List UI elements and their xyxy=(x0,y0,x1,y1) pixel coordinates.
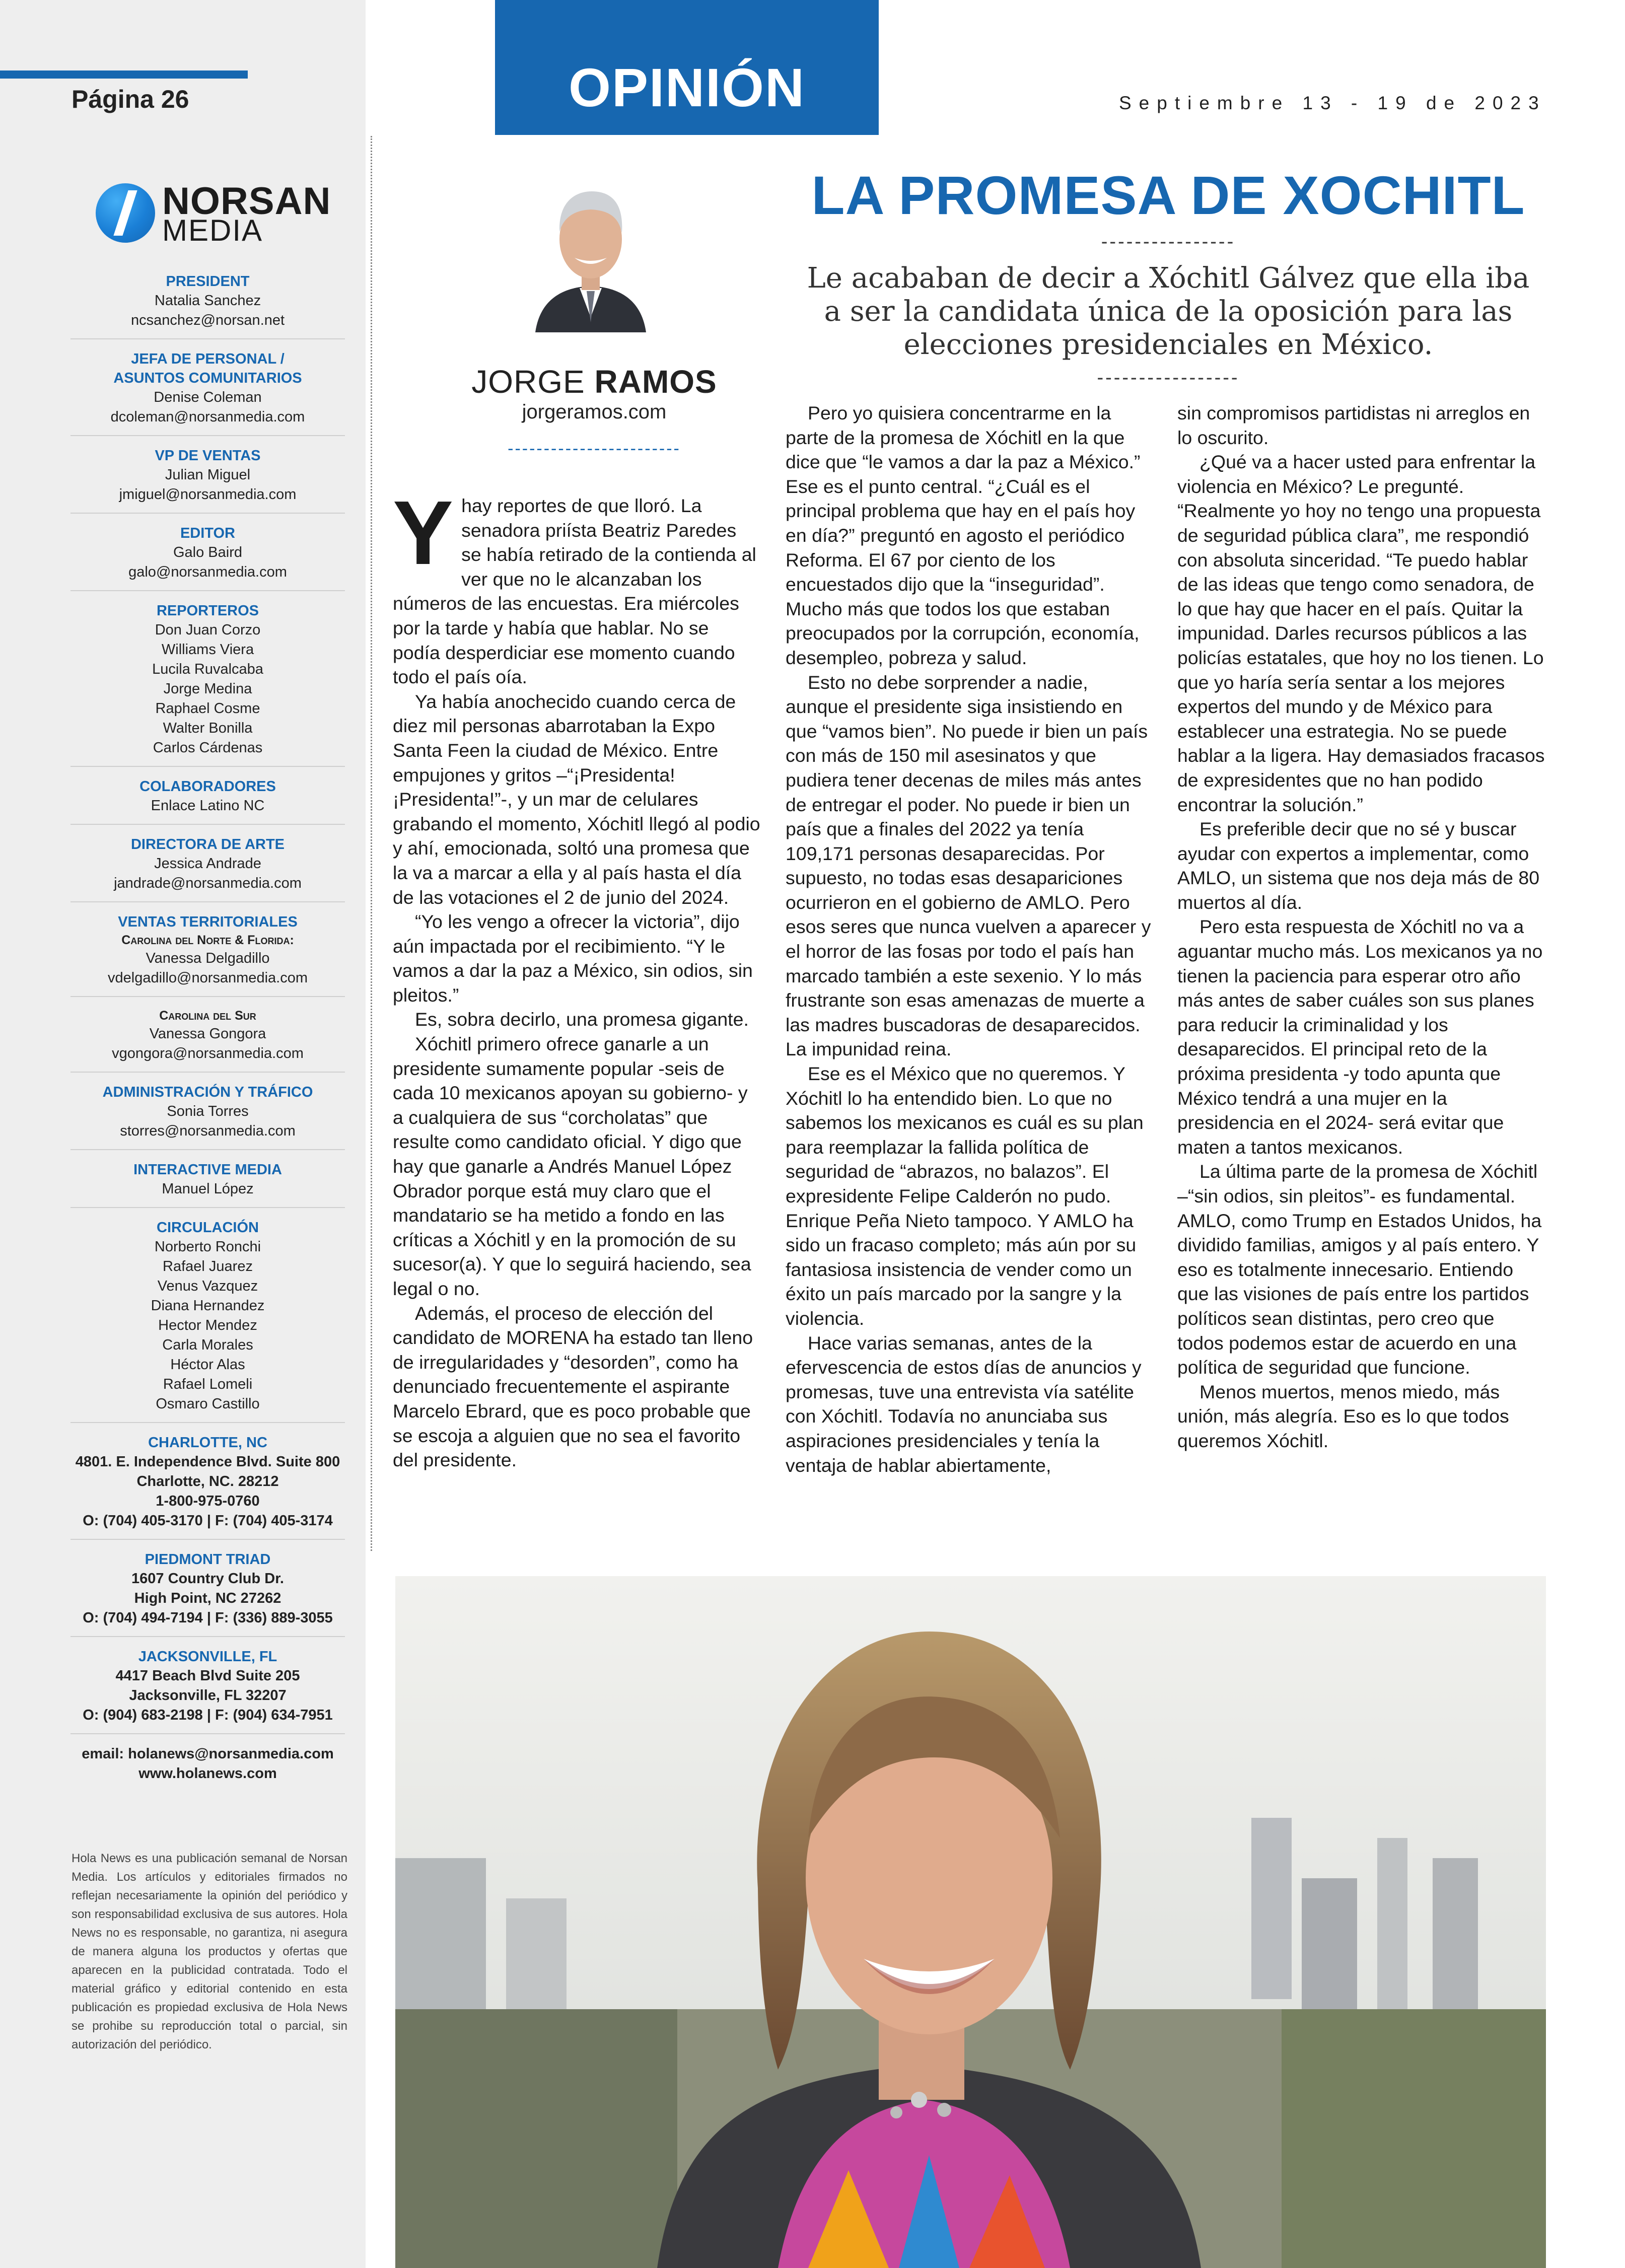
staff-title: JEFA DE PERSONAL / xyxy=(131,351,285,367)
issue-date: Septiembre 13 - 19 de 2023 xyxy=(1119,93,1546,113)
staff-entry: Norberto Ronchi xyxy=(154,1239,261,1255)
headline-divider-top: ---------------- xyxy=(1101,231,1236,252)
staff-subtitle: Carolina del Norte & Florida: xyxy=(121,933,294,947)
staff-entry: 4801. E. Independence Blvd. Suite 800 xyxy=(75,1454,340,1470)
staff-entry: ncsanchez@norsan.net xyxy=(130,312,285,328)
staff-entry: dcoleman@norsanmedia.com xyxy=(110,409,305,425)
article-paragraph: Xóchitl primero ofrece ganarle a un presidente sumamente popular -seis de cada 10 mexicanos apoyan su gobierno- y a cualquiera de sus “corcholatas” que resulte como candidato oficial. Y digo que hay que ganarle a Andrés Manuel López Obrador porque está muy claro que el mandatario se ha metido a fondo en las críticas a Xóchitl y en la promoción de su sucesor(a). Y que lo seguirá haciendo, sea legal o no. xyxy=(393,1033,751,1299)
staff-block xyxy=(70,591,345,767)
staff-entry: Raphael Cosme xyxy=(155,700,260,717)
staff-entry: Rafael Juarez xyxy=(163,1258,253,1274)
staff-block xyxy=(70,767,345,825)
staff-block xyxy=(70,262,345,339)
staff-title: CHARLOTTE, NC xyxy=(148,1435,267,1451)
author-first-name: JORGE xyxy=(471,364,585,400)
staff-entry: Williams Viera xyxy=(161,642,254,658)
drop-cap: Y xyxy=(393,482,454,584)
staff-block xyxy=(70,902,345,997)
norsan-logo-icon xyxy=(96,183,155,243)
staff-entry: Carla Morales xyxy=(162,1337,253,1353)
staff-title: JACKSONVILLE, FL xyxy=(138,1649,277,1665)
staff-title: INTERACTIVE MEDIA xyxy=(133,1162,282,1178)
article-paragraph: Pero yo quisiera concentrarme en la parte de la promesa de Xóchitl en la que dice que “le vamos a dar la paz a México.” Ese es el punto central. “¿Cuál es el principal problema que hay en el país hoy en día?” preguntó en agosto el periódico Reforma. El 67 por ciento de los encuestados dijo que la “inseguridad”. Mucho más que todos los que estaban preocupados por la corrupción, economía, desempleo, pobreza y salud. xyxy=(786,402,1141,668)
article-column-3 xyxy=(1177,401,1545,1453)
staff-title: COLABORADORES xyxy=(139,778,276,795)
staff-entry: Denise Coleman xyxy=(154,389,262,405)
staff-entry: email: holanews@norsanmedia.com xyxy=(82,1746,334,1762)
staff-entry: Jessica Andrade xyxy=(154,856,261,872)
staff-directory xyxy=(70,262,345,1784)
logo-word-norsan: NORSAN xyxy=(162,180,331,223)
staff-entry: Hector Mendez xyxy=(158,1317,257,1333)
author-divider: ------------------------ xyxy=(508,439,681,458)
staff-block xyxy=(70,339,345,436)
author-website: jorgeramos.com xyxy=(522,401,667,423)
staff-entry: Don Juan Corzo xyxy=(155,622,261,638)
staff-entry: Diana Hernandez xyxy=(151,1298,265,1314)
author-portrait xyxy=(525,171,656,332)
staff-entry: Vanessa Delgadillo xyxy=(146,950,270,966)
article-column-1 xyxy=(393,482,760,1472)
staff-entry: O: (704) 405-3170 | F: (704) 405-3174 xyxy=(83,1513,333,1529)
staff-entry: High Point, NC 27262 xyxy=(134,1590,281,1606)
staff-entry: Manuel López xyxy=(162,1181,254,1197)
staff-entry: Carlos Cárdenas xyxy=(153,740,263,756)
staff-entry: Vanessa Gongora xyxy=(149,1026,266,1042)
article-paragraph: “Yo les vengo a ofrecer la victoria”, dijo aún impactada por el recibimiento. “Y le vamos a dar la paz a México, sin odios, sin pleitos.” xyxy=(393,911,753,1006)
article-column-2 xyxy=(786,401,1153,1477)
author-name xyxy=(393,364,796,400)
article-deck: Le acababan de decir a Xóchitl Gálvez que ella iba a ser la candidata única de la oposición para las elecciones presidenciales en México. xyxy=(807,262,1530,361)
staff-entry: Sonia Torres xyxy=(167,1103,249,1119)
article-paragraph: Esto no debe sorprender a nadie, aunque el presidente siga insistiendo en que “vamos bien”. No puede ir bien un país con más de 150 mil asesinatos y que pudiera tener decenas de miles más antes de entregar el poder. No puede ir bien un país que a finales del 2022 ya tenía 109,171 personas desaparecidas. Por supuesto, no todas esas desapariciones ocurrieron en el gobierno de AMLO. Pero esos seres que nunca vuelven a aparecer y el horror de las fosas por todo el país han marcado también a este sexenio. Y lo más frustrante son esas amenazas de muerte a las madres buscadoras de desaparecidos. La impunidad reina. xyxy=(786,671,1151,1060)
staff-block xyxy=(70,1150,345,1208)
staff-block xyxy=(70,1073,345,1150)
staff-block xyxy=(70,1208,345,1423)
staff-entry: galo@norsanmedia.com xyxy=(128,564,287,580)
paragraph-text: hay reportes de que lloró. La senadora priísta Beatriz Paredes se había retirado de la contienda al ver que no le alcanzaban los números de las encuestas. Era miércoles por la tarde y había que hablar. No se podía desperdiciar ese momento cuando todo el país oía. xyxy=(393,495,756,688)
staff-entry: Rafael Lomeli xyxy=(163,1376,253,1392)
staff-entry: Jacksonville, FL 32207 xyxy=(129,1687,287,1704)
staff-block xyxy=(70,825,345,902)
staff-entry: Galo Baird xyxy=(173,544,242,560)
staff-title: ASUNTOS COMUNITARIOS xyxy=(113,370,302,386)
staff-subtitle: Carolina del Sur xyxy=(159,1009,256,1023)
publication-disclaimer: Hola News es una publicación semanal de Norsan Media. Los artículos y editoriales firmados no reflejan necesariamente la opinión del periódico y son responsabilidad exclusiva de sus autores. Hola News no es responsable, no garantiza, ni asegura de manera alguna los productos y ofertas que aparecen en la publicidad contratada. Todo el material gráfico y editorial contenido en esta publicación es propiedad exclusiva de Hola News se prohibe su reproducción total o parcial, sin autorización del periódico. xyxy=(72,1852,347,2051)
staff-title: REPORTEROS xyxy=(156,603,259,619)
article-paragraph: Pero esta respuesta de Xóchitl no va a aguantar mucho más. Los mexicanos ya no tienen la paciencia para esperar otro año más antes de saber cuáles son sus planes para reducir la criminalidad y los desaparecidos. El principal reto de la próxima presidenta -y todo apunta que México tendrá a una mujer en la presidencia en el 2024- será evitar que maten a tantos mexicanos. xyxy=(1177,916,1543,1158)
staff-entry: Julian Miguel xyxy=(165,467,251,483)
staff-entry: Charlotte, NC. 28212 xyxy=(136,1473,279,1490)
staff-entry: storres@norsanmedia.com xyxy=(120,1123,296,1139)
main-article-photo xyxy=(395,1576,1546,2268)
article-paragraph: ¿Qué va a hacer usted para enfrentar la violencia en México? Le pregunté. “Realmente yo hoy no tengo una propuesta de seguridad pública clara”, me respondió con absoluta sinceridad. “Te puedo hablar de las ideas que tengo como senadora, de lo que hay que hacer en el país. Quitar la impunidad. Darles recursos públicos a las policías estatales, que hoy no los tienen. Lo que yo haría sería sentar a los mejores expertos del mundo y de México para establecer una estrategia. No se puede hablar a la ligera. Hay demasiados fracasos de expresidentes que no han podido encontrar la solución.” xyxy=(1177,451,1545,815)
staff-title: EDITOR xyxy=(180,525,236,541)
article-paragraph: Ya había anochecido cuando cerca de diez mil personas abarrotaban la Expo Santa Feen la ciudad de México. Entre empujones y gritos –“¡Presidenta! ¡Presidenta!”-, y un mar de celulares grabando el momento, Xóchitl llegó al podio y ahí, emocionada, soltó una promesa que la va a marcar a ella y al país hasta el día de las votaciones el 2 de junio del 2024. xyxy=(393,690,760,908)
staff-entry: 1-800-975-0760 xyxy=(156,1493,260,1509)
page-number: Página 26 xyxy=(72,85,189,113)
staff-block xyxy=(70,436,345,514)
staff-entry: jmiguel@norsanmedia.com xyxy=(119,486,297,503)
staff-entry: Natalia Sanchez xyxy=(154,293,261,309)
author-last-name: RAMOS xyxy=(594,364,717,400)
staff-title: PRESIDENT xyxy=(166,273,250,290)
norsan-media-logo xyxy=(96,182,332,245)
article-paragraph: Es, sobra decirlo, una promesa gigante. xyxy=(415,1009,749,1030)
article-paragraph: Hace varias semanas, antes de la efervescencia de estos días de anuncios y promesas, tuve una entrevista vía satélite con Xóchitl. Todavía no anunciaba sus aspiraciones presidenciales y tenía la ventaja de hablar abiertamente, xyxy=(786,1332,1142,1476)
column-divider xyxy=(371,136,372,1551)
staff-title: ADMINISTRACIÓN Y TRÁFICO xyxy=(102,1084,313,1100)
article-paragraph: Además, el proceso de elección del candidato de MORENA ha estado tan lleno de irregularidades y “desorden”, como ha denunciado frecuentemente el aspirante Marcelo Ebrard, que es poco probable que se escoja a alguien que no sea el favorito del presidente. xyxy=(393,1302,753,1471)
section-header-tab xyxy=(495,0,879,135)
staff-block xyxy=(70,1540,345,1637)
staff-title: VENTAS TERRITORIALES xyxy=(118,914,298,930)
staff-entry: Enlace Latino NC xyxy=(151,798,265,814)
article-paragraph: Ese es el México que no queremos. Y Xóchitl lo ha entendido bien. Lo que no sabemos los mexicanos es cuál es su plan para reemplazar la fallida política de seguridad de “abrazos, no balazos”. El expresidente Felipe Calderón no pudo. Enrique Peña Nieto tampoco. Y AMLO ha sido un fracaso completo; más aún por su fantasiosa insistencia de vender como un éxito un país marcado por la sangre y la violencia. xyxy=(786,1063,1144,1329)
masthead-sidebar xyxy=(0,0,366,2268)
staff-block xyxy=(70,1423,345,1540)
article-headline: LA PROMESA DE XOCHITL xyxy=(811,165,1525,226)
headline-divider-bottom: ----------------- xyxy=(1097,367,1240,388)
staff-block xyxy=(70,1734,345,1784)
staff-block xyxy=(70,1637,345,1734)
sidebar-accent-bar xyxy=(0,70,248,79)
staff-entry: Jorge Medina xyxy=(163,681,252,697)
article-paragraph: sin compromisos partidistas ni arreglos en lo oscurito. xyxy=(1177,402,1530,448)
staff-entry: jandrade@norsanmedia.com xyxy=(114,875,302,891)
staff-entry: Venus Vazquez xyxy=(157,1278,258,1294)
article-paragraph: Es preferible decir que no sé y buscar ayudar con expertos a implementar, como AMLO, un sistema que nos deja más de 80 muertos al día. xyxy=(1177,818,1540,913)
staff-block xyxy=(70,997,345,1073)
staff-entry: Osmaro Castillo xyxy=(156,1396,260,1412)
article-paragraph xyxy=(393,482,760,689)
staff-title: DIRECTORA DE ARTE xyxy=(130,836,285,853)
staff-entry: vgongora@norsanmedia.com xyxy=(112,1045,304,1061)
staff-entry: O: (704) 494-7194 | F: (336) 889-3055 xyxy=(83,1610,333,1626)
staff-title: VP DE VENTAS xyxy=(155,448,261,464)
staff-entry: 1607 Country Club Dr. xyxy=(131,1571,284,1587)
staff-entry: O: (904) 683-2198 | F: (904) 634-7951 xyxy=(83,1707,333,1723)
section-name: OPINIÓN xyxy=(568,56,806,118)
article-paragraph: La última parte de la promesa de Xóchitl –“sin odios, sin pleitos”- es fundamental. AMLO, como Trump en Estados Unidos, ha dividido familias, amigos y al país entero. Y eso es totalmente innecesario. Entiendo que las visiones de país entre los partidos políticos sean distintas, pero creo que todos podemos estar de acuerdo en una política de seguridad que funcione. xyxy=(1177,1161,1542,1378)
staff-title: PIEDMONT TRIAD xyxy=(145,1551,271,1568)
staff-entry: www.holanews.com xyxy=(138,1765,277,1782)
staff-title: CIRCULACIÓN xyxy=(157,1220,259,1236)
staff-entry: Walter Bonilla xyxy=(163,720,253,736)
staff-entry: vdelgadillo@norsanmedia.com xyxy=(108,970,308,986)
staff-entry: Héctor Alas xyxy=(170,1357,245,1373)
article-paragraph: Menos muertos, menos miedo, más unión, más alegría. Eso es lo que todos queremos Xóchitl. xyxy=(1177,1381,1509,1451)
staff-entry: 4417 Beach Blvd Suite 205 xyxy=(115,1668,300,1684)
staff-entry: Lucila Ruvalcaba xyxy=(152,661,263,677)
staff-block xyxy=(70,514,345,591)
logo-word-media: MEDIA xyxy=(162,214,263,247)
